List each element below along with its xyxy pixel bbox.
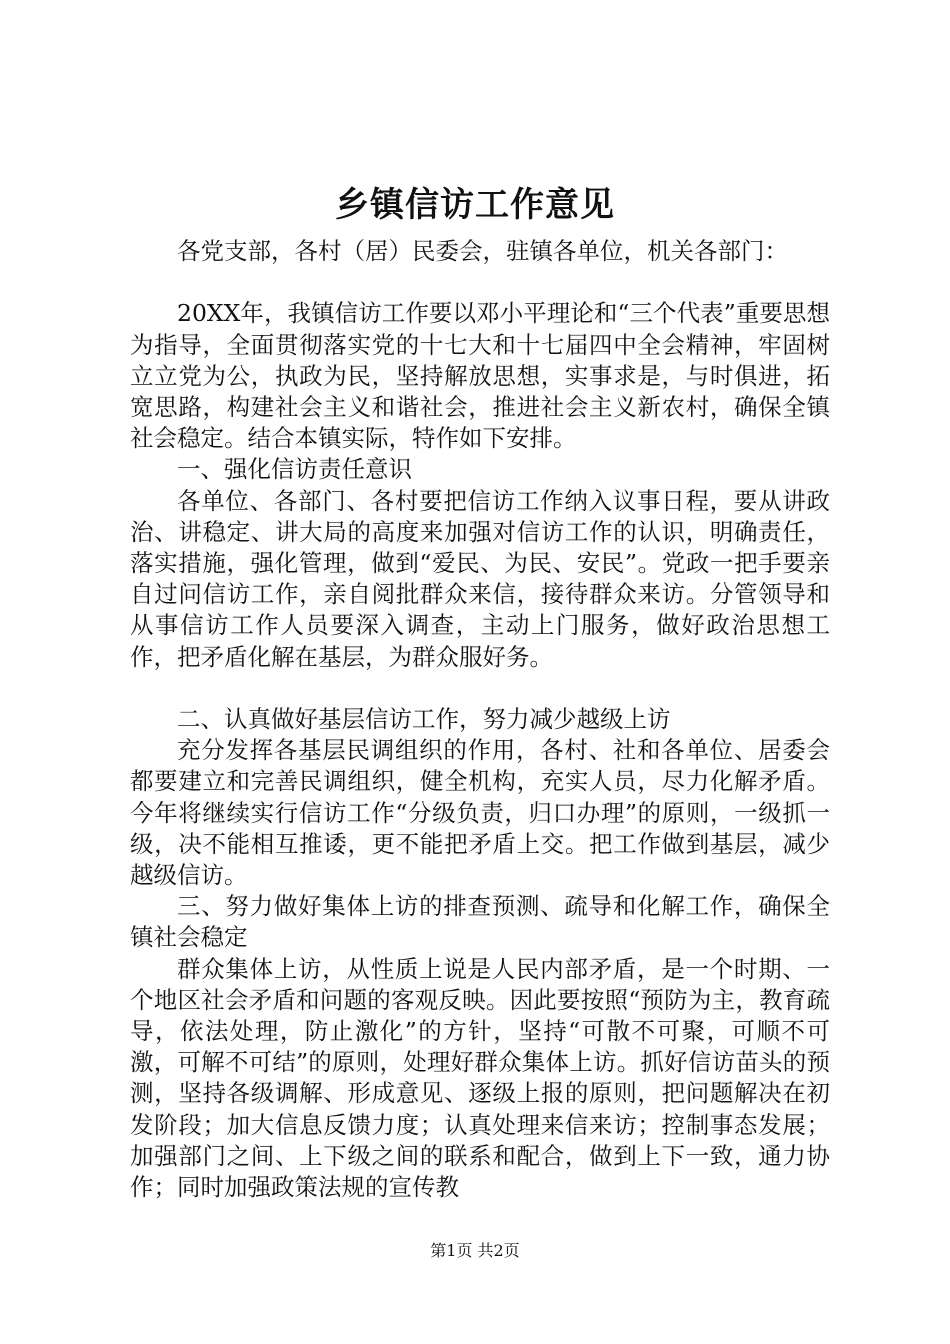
- document-title: 乡镇信访工作意见: [335, 185, 615, 225]
- salutation-paragraph: 各党支部，各村（居）民委会，驻镇各单位，机关各部门：: [177, 237, 788, 265]
- section-heading-2: 二、认真做好基层信访工作，努力减少越级上访: [177, 705, 671, 734]
- section-body-3: 群众集体上访，从性质上说是人民内部矛盾，是一个时期、一个地区社会矛盾和问题的客观反映。因此要按照“预防为主，教育疏导，依法处理，防止激化”的方针，坚持“可散不可聚，可顺不可激，可解不可结”的原则，处理好群众集体上访。抓好信访苗头的预测，坚持各级调解、形成意见、逐级上报的原则，把问题解决在初发阶段；加大信息反馈力度；认真处理来信来访；控制事态发展；加强部门之间、上下级之间的联系和配合，做到上下一致，通力协作；同时加强政策法规的宣传教: [130, 954, 830, 1202]
- section-body-2: 充分发挥各基层民调组织的作用，各村、社和各单位、居委会都要建立和完善民调组织，健全机构，充实人员，尽力化解矛盾。今年将继续实行信访工作“分级负责，归口办理”的原则，一级抓一级，决不能相互推诿，更不能把矛盾上交。把工作做到基层，减少越级信访。: [130, 736, 830, 890]
- page-footer: 第1页 共2页: [430, 1241, 520, 1260]
- document-body: [130, 236, 830, 1203]
- intro-paragraph: 20XX年，我镇信访工作要以邓小平理论和“三个代表”重要思想为指导，全面贯彻落实党的十七大和十七届四中全会精神，牢固树立立党为公，执政为民，坚持解放思想，实事求是，与时俱进，拓宽思路，构建社会主义和谐社会，推进社会主义新农村，确保全镇社会稳定。结合本镇实际，特作如下安排。: [130, 299, 830, 453]
- section-body-1: 各单位、各部门、各村要把信访工作纳入议事日程，要从讲政治、讲稳定、讲大局的高度来加强对信访工作的认识，明确责任，落实措施，强化管理，做到“爱民、为民、安民”。党政一把手要亲自过问信访工作，亲自阅批群众来信，接待群众来访。分管领导和从事信访工作人员要深入调查，主动上门服务，做好政治思想工作，把矛盾化解在基层，为群众服好务。: [130, 486, 830, 671]
- section-heading-1: 一、强化信访责任意识: [177, 455, 412, 484]
- section-heading-3: 三、努力做好集体上访的排查预测、疏导和化解工作，确保全镇社会稳定: [130, 892, 830, 952]
